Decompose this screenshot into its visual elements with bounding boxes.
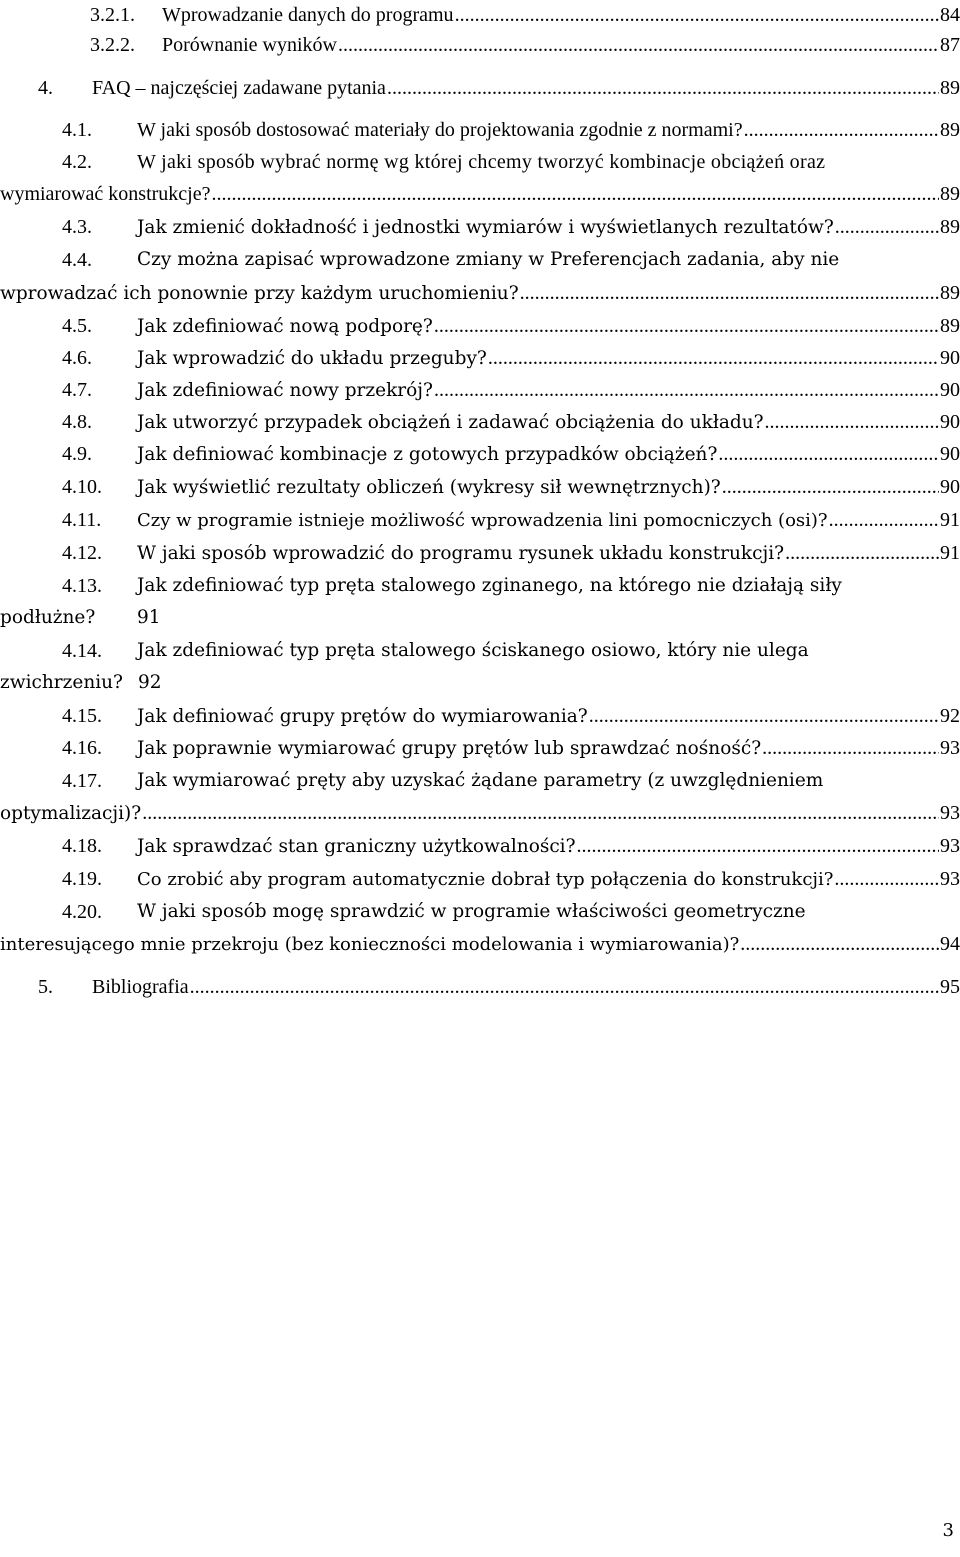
toc-page-number: 89 xyxy=(940,183,960,205)
toc-dot-leader xyxy=(835,212,939,242)
toc-entry-title-cont: interesującego mnie przekroju (bez konieczności modelowania i wymiarowania)? xyxy=(0,934,740,955)
toc-entry-number: 4.17. xyxy=(62,770,102,792)
toc-page-number: 94 xyxy=(940,933,960,955)
toc-entry-title: Jak poprawnie wymiarować grupy prętów lub sprawdzać nośność? xyxy=(137,738,762,759)
toc-entry-4-3[interactable] xyxy=(0,212,960,242)
toc-entry-title: Jak zmienić dokładność i jednostki wymiarów i wyświetlanych rezultatów? xyxy=(137,217,834,238)
toc-dot-leader xyxy=(211,179,939,209)
toc-entry-title: Jak definiować kombinacje z gotowych przypadków obciążeń? xyxy=(137,444,718,465)
toc-page-number: 91 xyxy=(940,509,960,531)
toc-page-number: 92 xyxy=(940,705,960,727)
toc-entry-title: Czy można zapisać wprowadzone zmiany w Preferencjach zadania, aby nie xyxy=(137,249,840,270)
toc-entry-number: 4.6. xyxy=(62,347,92,369)
toc-entry-title: Co zrobić aby program automatycznie dobrał typ połączenia do konstrukcji? xyxy=(137,869,834,890)
toc-entry-4-13-cont[interactable] xyxy=(0,603,960,633)
toc-entry-title: FAQ – najczęściej zadawane pytania xyxy=(92,77,386,99)
toc-entry-number: 4.2. xyxy=(62,151,92,173)
toc-page-number: 90 xyxy=(940,411,960,433)
toc-dot-leader xyxy=(829,505,939,535)
toc-page-number: 87 xyxy=(940,34,960,56)
toc-entry-4-17-cont[interactable] xyxy=(0,798,960,828)
toc-entry-title: W jaki sposób wprowadzić do programu rysunek układu konstrukcji? xyxy=(137,543,785,564)
toc-dot-leader xyxy=(762,733,939,763)
toc-entry-4-1[interactable] xyxy=(0,115,960,145)
toc-entry-title-cont: wprowadzać ich ponownie przy każdym uruchomieniu? xyxy=(0,283,519,304)
toc-entry-title: Wprowadzanie danych do programu xyxy=(162,4,454,26)
toc-page-number: 91 xyxy=(940,542,960,564)
toc-entry-number: 4. xyxy=(38,77,53,99)
toc-dot-leader xyxy=(338,30,939,60)
toc-entry-title-cont: wymiarować konstrukcje? xyxy=(0,183,211,205)
toc-entry-title: Jak wymiarować pręty aby uzyskać żądane parametry (z uwzględnieniem xyxy=(137,770,824,791)
toc-dot-leader xyxy=(455,0,939,30)
toc-entry-title: Jak wprowadzić do układu przeguby? xyxy=(137,348,487,369)
toc-entry-title: Bibliografia xyxy=(92,976,189,998)
toc-entry-4-2[interactable] xyxy=(0,147,960,177)
toc-page-number: 92 xyxy=(138,672,162,693)
toc-entry-4-19[interactable] xyxy=(0,864,960,894)
toc-entry-4-10[interactable] xyxy=(0,472,960,502)
toc-page-number: 89 xyxy=(940,315,960,337)
toc-entry-4-2-cont[interactable] xyxy=(0,179,960,209)
toc-page-number: 91 xyxy=(137,607,161,628)
toc-entry-number: 4.13. xyxy=(62,575,102,597)
toc-entry-number: 4.8. xyxy=(62,411,92,433)
toc-entry-number: 4.15. xyxy=(62,705,102,727)
toc-page-number: 93 xyxy=(940,737,960,759)
toc-entry-number: 3.2.2. xyxy=(90,34,135,56)
toc-dot-leader xyxy=(718,439,939,469)
toc-entry-4-20-cont[interactable] xyxy=(0,929,960,959)
toc-entry-4-4[interactable] xyxy=(0,245,960,275)
toc-entry-number: 4.20. xyxy=(62,901,102,923)
toc-entry-title-cont: zwichrzeniu? xyxy=(0,672,123,693)
toc-entry-title-cont: optymalizacji)? xyxy=(0,803,142,824)
toc-entry-4-4-cont[interactable] xyxy=(0,278,960,308)
toc-entry-number: 4.7. xyxy=(62,379,92,401)
toc-entry-4-14-cont[interactable] xyxy=(0,668,960,698)
toc-entry-title: Czy w programie istnieje możliwość wprowadzenia lini pomocniczych (osi)? xyxy=(137,510,828,531)
toc-entry-number: 4.11. xyxy=(62,509,102,531)
toc-dot-leader xyxy=(520,278,939,308)
toc-entry-3-2-2[interactable] xyxy=(0,30,960,60)
toc-entry-4-17[interactable] xyxy=(0,766,960,796)
toc-entry-title: W jaki sposób mogę sprawdzić w programie właściwości geometryczne xyxy=(137,901,806,922)
toc-entry-number: 3.2.1. xyxy=(90,4,135,26)
toc-entry-title: W jaki sposób wybrać normę wg której chcemy tworzyć kombinacje obciążeń oraz xyxy=(137,151,826,173)
toc-dot-leader xyxy=(577,831,939,861)
toc-dot-leader xyxy=(387,73,939,103)
toc-page-number: 93 xyxy=(940,802,960,824)
toc-entry-number: 4.1. xyxy=(62,119,92,141)
toc-page-number: 89 xyxy=(940,282,960,304)
toc-entry-4-11[interactable] xyxy=(0,505,960,535)
toc-entry-number: 4.5. xyxy=(62,315,92,337)
toc-entry-title: Jak wyświetlić rezultaty obliczeń (wykresy sił wewnętrznych)? xyxy=(137,477,721,498)
toc-entry-title: Jak zdefiniować nowy przekrój? xyxy=(137,380,433,401)
toc-entry-number: 4.14. xyxy=(62,640,102,662)
toc-dot-leader xyxy=(190,972,939,1002)
toc-entry-number: 4.3. xyxy=(62,216,92,238)
toc-entry-4[interactable] xyxy=(0,73,960,103)
toc-page-number: 90 xyxy=(940,443,960,465)
toc-entry-4-5[interactable] xyxy=(0,311,960,341)
toc-page-number: 84 xyxy=(940,4,960,26)
toc-entry-number: 4.12. xyxy=(62,542,102,564)
toc-dot-leader xyxy=(434,311,939,341)
toc-entry-4-13[interactable] xyxy=(0,571,960,601)
toc-dot-leader xyxy=(765,407,939,437)
toc-entry-title: Jak zdefiniować nową podporę? xyxy=(137,316,433,337)
toc-entry-4-7[interactable] xyxy=(0,375,960,405)
toc-entry-number: 4.10. xyxy=(62,476,102,498)
toc-entry-title: W jaki sposób dostosować materiały do projektowania zgodnie z normami? xyxy=(137,119,743,141)
toc-entry-3-2-1[interactable] xyxy=(0,0,960,30)
toc-entry-number: 5. xyxy=(38,976,53,998)
toc-dot-leader xyxy=(488,343,939,373)
toc-entry-title-cont: podłużne? xyxy=(0,607,96,628)
toc-page-number: 89 xyxy=(940,216,960,238)
toc-entry-number: 4.16. xyxy=(62,737,102,759)
toc-entry-4-16[interactable] xyxy=(0,733,960,763)
toc-page-number: 93 xyxy=(940,868,960,890)
toc-page-number: 90 xyxy=(940,347,960,369)
toc-entry-title: Jak utworzyć przypadek obciążeń i zadawać obciążenia do układu? xyxy=(137,412,764,433)
toc-entry-4-20[interactable] xyxy=(0,897,960,927)
toc-page-number: 90 xyxy=(940,379,960,401)
toc-entry-4-9[interactable] xyxy=(0,439,960,469)
toc-dot-leader xyxy=(744,115,939,145)
toc-entry-number: 4.9. xyxy=(62,443,92,465)
toc-entry-number: 4.19. xyxy=(62,868,102,890)
toc-page-number: 89 xyxy=(940,119,960,141)
toc-entry-4-15[interactable] xyxy=(0,701,960,731)
toc-page-number: 90 xyxy=(940,476,960,498)
toc-page-number: 93 xyxy=(940,835,960,857)
toc-entry-title: Porównanie wyników xyxy=(162,34,337,56)
toc-entry-4-6[interactable] xyxy=(0,343,960,373)
toc-entry-4-18[interactable] xyxy=(0,831,960,861)
toc-dot-leader xyxy=(785,538,939,568)
toc-entry-4-12[interactable] xyxy=(0,538,960,568)
toc-entry-number: 4.4. xyxy=(62,249,92,271)
toc-dot-leader xyxy=(834,864,939,894)
toc-entry-title: Jak zdefiniować typ pręta stalowego zginanego, na którego nie działają siły xyxy=(137,575,842,596)
toc-page-number: 95 xyxy=(940,976,960,998)
toc-dot-leader xyxy=(722,472,939,502)
toc-dot-leader xyxy=(434,375,939,405)
toc-dot-leader xyxy=(740,929,939,959)
toc-entry-title: Jak zdefiniować typ pręta stalowego ściskanego osiowo, który nie ulega xyxy=(137,640,809,661)
page-number: 3 xyxy=(942,1520,954,1541)
toc-dot-leader xyxy=(142,798,939,828)
toc-entry-4-8[interactable] xyxy=(0,407,960,437)
toc-entry-title: Jak sprawdzać stan graniczny użytkowalności? xyxy=(137,836,576,857)
toc-entry-4-14[interactable] xyxy=(0,636,960,666)
toc-page-number: 89 xyxy=(940,77,960,99)
toc-entry-5[interactable] xyxy=(0,972,960,1002)
toc-entry-title: Jak definiować grupy prętów do wymiarowania? xyxy=(137,706,588,727)
toc-dot-leader xyxy=(589,701,939,731)
toc-entry-number: 4.18. xyxy=(62,835,102,857)
